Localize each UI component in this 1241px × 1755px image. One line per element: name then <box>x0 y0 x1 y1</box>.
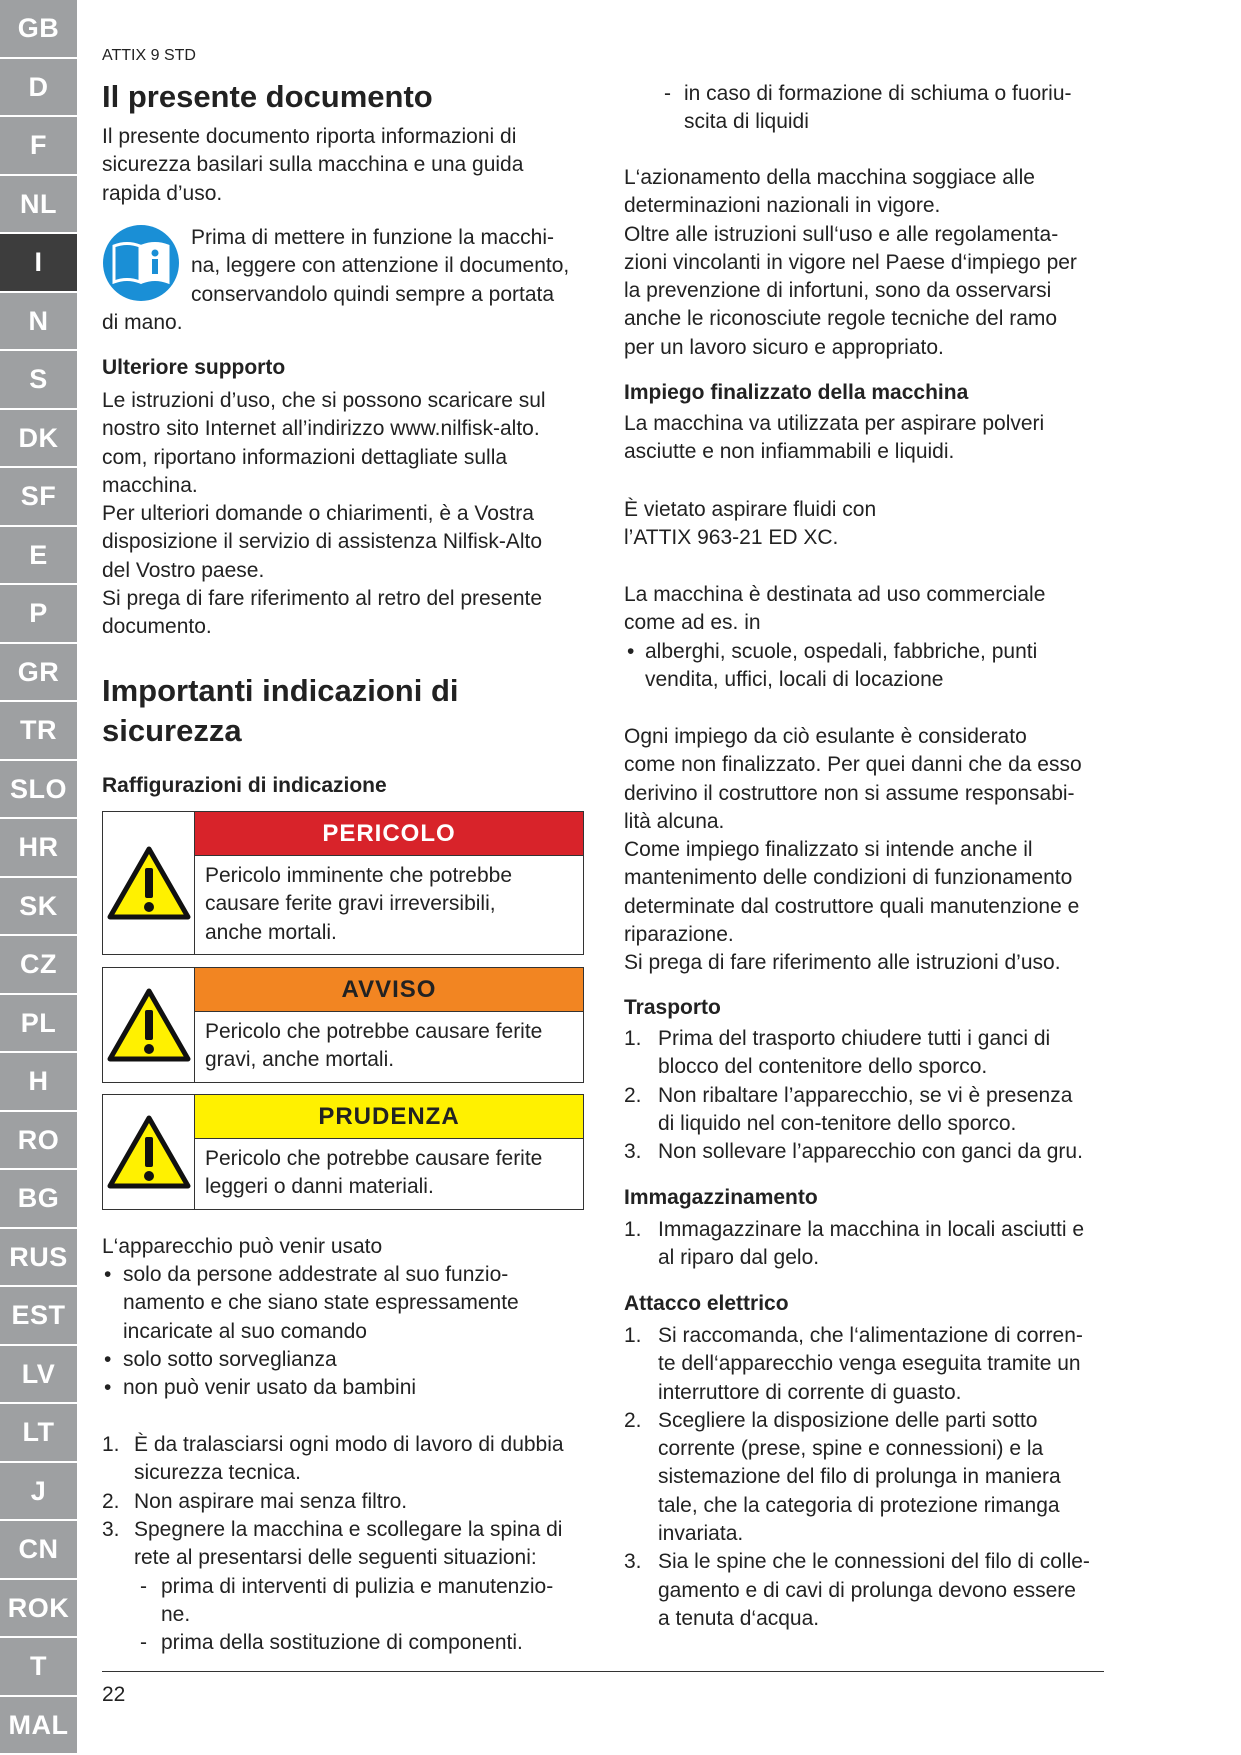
electric-step: 3. Sia le spine che le connessioni del filo di colle- gamento e di cavi di prolunga devono essere a tenuta d‘acqua. <box>624 1550 1090 1630</box>
warning-triangle-icon <box>103 1095 195 1209</box>
language-tab-bg[interactable]: BG <box>0 1170 77 1227</box>
page-number: 22 <box>102 1683 126 1706</box>
usage-bullet: • solo sotto sorveglianza <box>104 1347 337 1371</box>
language-tab-n[interactable]: N <box>0 293 77 349</box>
danger-text: Pericolo imminente che potrebbe causare ferite gravi irreversibili, anche mortali. <box>205 864 513 944</box>
caution-signal-box <box>102 1094 584 1210</box>
support-heading: Ulteriore supporto <box>102 356 286 379</box>
dash-item: - prima di interventi di pulizia e manutenzio- ne. <box>140 1574 554 1626</box>
language-tab-dk[interactable]: DK <box>0 410 77 466</box>
numbered-item: 2. Non aspirare mai senza filtro. <box>102 1489 408 1513</box>
warning-label: AVVISO <box>195 968 583 1012</box>
warning-text: Pericolo che potrebbe causare ferite gravi, anche mortali. <box>205 1020 543 1072</box>
language-tab-rus[interactable]: RUS <box>0 1229 77 1285</box>
electric-heading: Attacco elettrico <box>624 1292 789 1315</box>
language-tab-cz[interactable]: CZ <box>0 936 77 993</box>
dash-item: - in caso di formazione di schiuma o fuoriu- scita di liquidi <box>664 82 1072 134</box>
regulation-text: L‘azionamento della macchina soggiace alle determinazioni nazionali in vigore. Oltre alle istruzioni sull‘uso e alle regolamenta- zioni vincolanti in vigore nel Paese d‘impiego per la prevenzione di infortuni, sono da osservarsi anche le riconosciute regole tecniche del ramo per un lavoro sicuro e appropriato. <box>624 166 1077 359</box>
intended-use-text: La macchina va utilizzata per aspirare polveri asciutte e non infiammabili e liquidi. <box>624 412 1045 464</box>
language-tab-rok[interactable]: ROK <box>0 1580 77 1636</box>
commercial-bullet: • alberghi, scuole, ospedali, fabbriche, punti vendita, uffici, locali di locazione <box>627 640 1038 692</box>
signals-heading: Raffigurazioni di indicazione <box>102 774 387 797</box>
language-tab-nl[interactable]: NL <box>0 176 77 232</box>
usage-bullet: • non può venir usato da bambini <box>104 1376 417 1400</box>
support-text: Le istruzioni d’uso, che si possono scaricare sul nostro sito Internet all’indirizzo www.nilfisk-alto. com, riportano informazioni dettagliate sulla macchina. Per ulteriori domande o chiarimenti, è a Vostra disposizione il servizio di assistenza Nilfisk-Alto del Vostro paese. Si prega di fare riferimento al retro del presente documento. <box>102 389 546 639</box>
caution-label: PRUDENZA <box>195 1095 583 1139</box>
language-tab-gb[interactable]: GB <box>0 0 77 57</box>
language-tab-f[interactable]: F <box>0 117 77 174</box>
warning-triangle-icon <box>103 968 195 1082</box>
other-use-text: Ogni impiego da ciò esulante è considerato come non finalizzato. Per quei danni che da esso derivino il costruttore non si assume responsabi- lità alcuna. Come impiego finalizzato si intende anche il mantenimento delle condizioni di funzionamento determinate dal costruttore quali manutenzione e riparazione. Si prega di fare riferimento alle istruzioni d’uso. <box>624 725 1082 975</box>
language-tab-h[interactable]: H <box>0 1053 77 1110</box>
dash-item: - prima della sostituzione di componenti. <box>140 1631 523 1655</box>
danger-label: PERICOLO <box>195 812 583 856</box>
warning-triangle-icon <box>103 812 195 954</box>
language-tab-i[interactable]: I <box>0 234 77 291</box>
language-tab-t[interactable]: T <box>0 1638 77 1695</box>
transport-step: 1. Prima del trasporto chiudere tutti i ganci di blocco del contenitore dello sporco. <box>624 1027 1051 1079</box>
language-tab-pl[interactable]: PL <box>0 995 77 1051</box>
language-tab-s[interactable]: S <box>0 351 77 408</box>
language-tab-ro[interactable]: RO <box>0 1112 77 1168</box>
storage-step: 1. Immagazzinare la macchina in locali asciutti e al riparo dal gelo. <box>624 1218 1085 1270</box>
usage-intro: L‘apparecchio può venir usato <box>102 1235 383 1258</box>
model-header: ATTIX 9 STD <box>102 47 196 64</box>
language-tab-gr[interactable]: GR <box>0 644 77 700</box>
language-tab-sf[interactable]: SF <box>0 468 77 525</box>
language-tab-sk[interactable]: SK <box>0 878 77 934</box>
footer-divider <box>102 1671 1104 1672</box>
language-tab-slo[interactable]: SLO <box>0 761 77 817</box>
language-tab-hr[interactable]: HR <box>0 819 77 876</box>
document-title: Il presente documento <box>102 79 433 114</box>
numbered-item: 3. Spegnere la macchina e scollegare la spina di rete al presentarsi delle seguenti situazioni: <box>102 1517 563 1570</box>
storage-heading: Immagazzinamento <box>624 1186 818 1209</box>
transport-step: 3. Non sollevare l’apparecchio con ganci da gru. <box>624 1140 1083 1164</box>
language-tab-est[interactable]: EST <box>0 1287 77 1344</box>
electric-step: 1. Si raccomanda, che l‘alimentazione di corren- te dell‘apparecchio venga eseguita tramite un interruttore di corrente di guasto. <box>624 1324 1083 1404</box>
numbered-item: 1. È da tralasciarsi ogni modo di lavoro di dubbia sicurezza tecnica. <box>102 1433 564 1485</box>
transport-step: 2. Non ribaltare l’apparecchio, se vi è presenza di liquido nel con-tenitore dello sporco. <box>624 1083 1073 1135</box>
language-tab-e[interactable]: E <box>0 527 77 583</box>
intended-use-heading: Impiego finalizzato della macchina <box>624 381 969 404</box>
language-tab-mal[interactable]: MAL <box>0 1697 77 1753</box>
danger-signal-box <box>102 811 584 955</box>
forbidden-text: È vietato aspirare fluidi con l’ATTIX 963-21 ED XC. <box>624 498 877 550</box>
language-tab-p[interactable]: P <box>0 585 77 642</box>
electric-step: 2. Scegliere la disposizione delle parti sotto corrente (prese, spine e connessioni) e la sistemazione del filo di prolunga in maniera tale, che la categoria di protezione rimanga invariata. <box>624 1408 1061 1546</box>
read-notice-text: Prima di mettere in funzione la macchi- na, leggere con attenzione il documento, conservandolo quindi sempre a portata di mano. <box>102 226 570 334</box>
language-tab-lv[interactable]: LV <box>0 1346 77 1402</box>
language-tab-j[interactable]: J <box>0 1463 77 1519</box>
language-tab-lt[interactable]: LT <box>0 1404 77 1461</box>
language-tab-tr[interactable]: TR <box>0 702 77 759</box>
warning-signal-box <box>102 967 584 1083</box>
language-tab-d[interactable]: D <box>0 59 77 115</box>
language-tab-bar <box>0 0 77 1755</box>
transport-heading: Trasporto <box>624 996 721 1019</box>
language-tab-cn[interactable]: CN <box>0 1521 77 1578</box>
safety-title: Importanti indicazioni di sicurezza <box>102 673 459 748</box>
document-intro: Il presente documento riporta informazioni di sicurezza basilari sulla macchina e una guida rapida d’uso. <box>102 125 524 205</box>
caution-text: Pericolo che potrebbe causare ferite leggeri o danni materiali. <box>205 1147 543 1199</box>
read-manual-icon <box>102 224 180 302</box>
usage-bullet: • solo da persone addestrate al suo funzio- namento e che siano state espressamente incaricate al suo comando <box>104 1263 519 1343</box>
commercial-text: La macchina è destinata ad uso commerciale come ad es. in <box>624 583 1046 635</box>
